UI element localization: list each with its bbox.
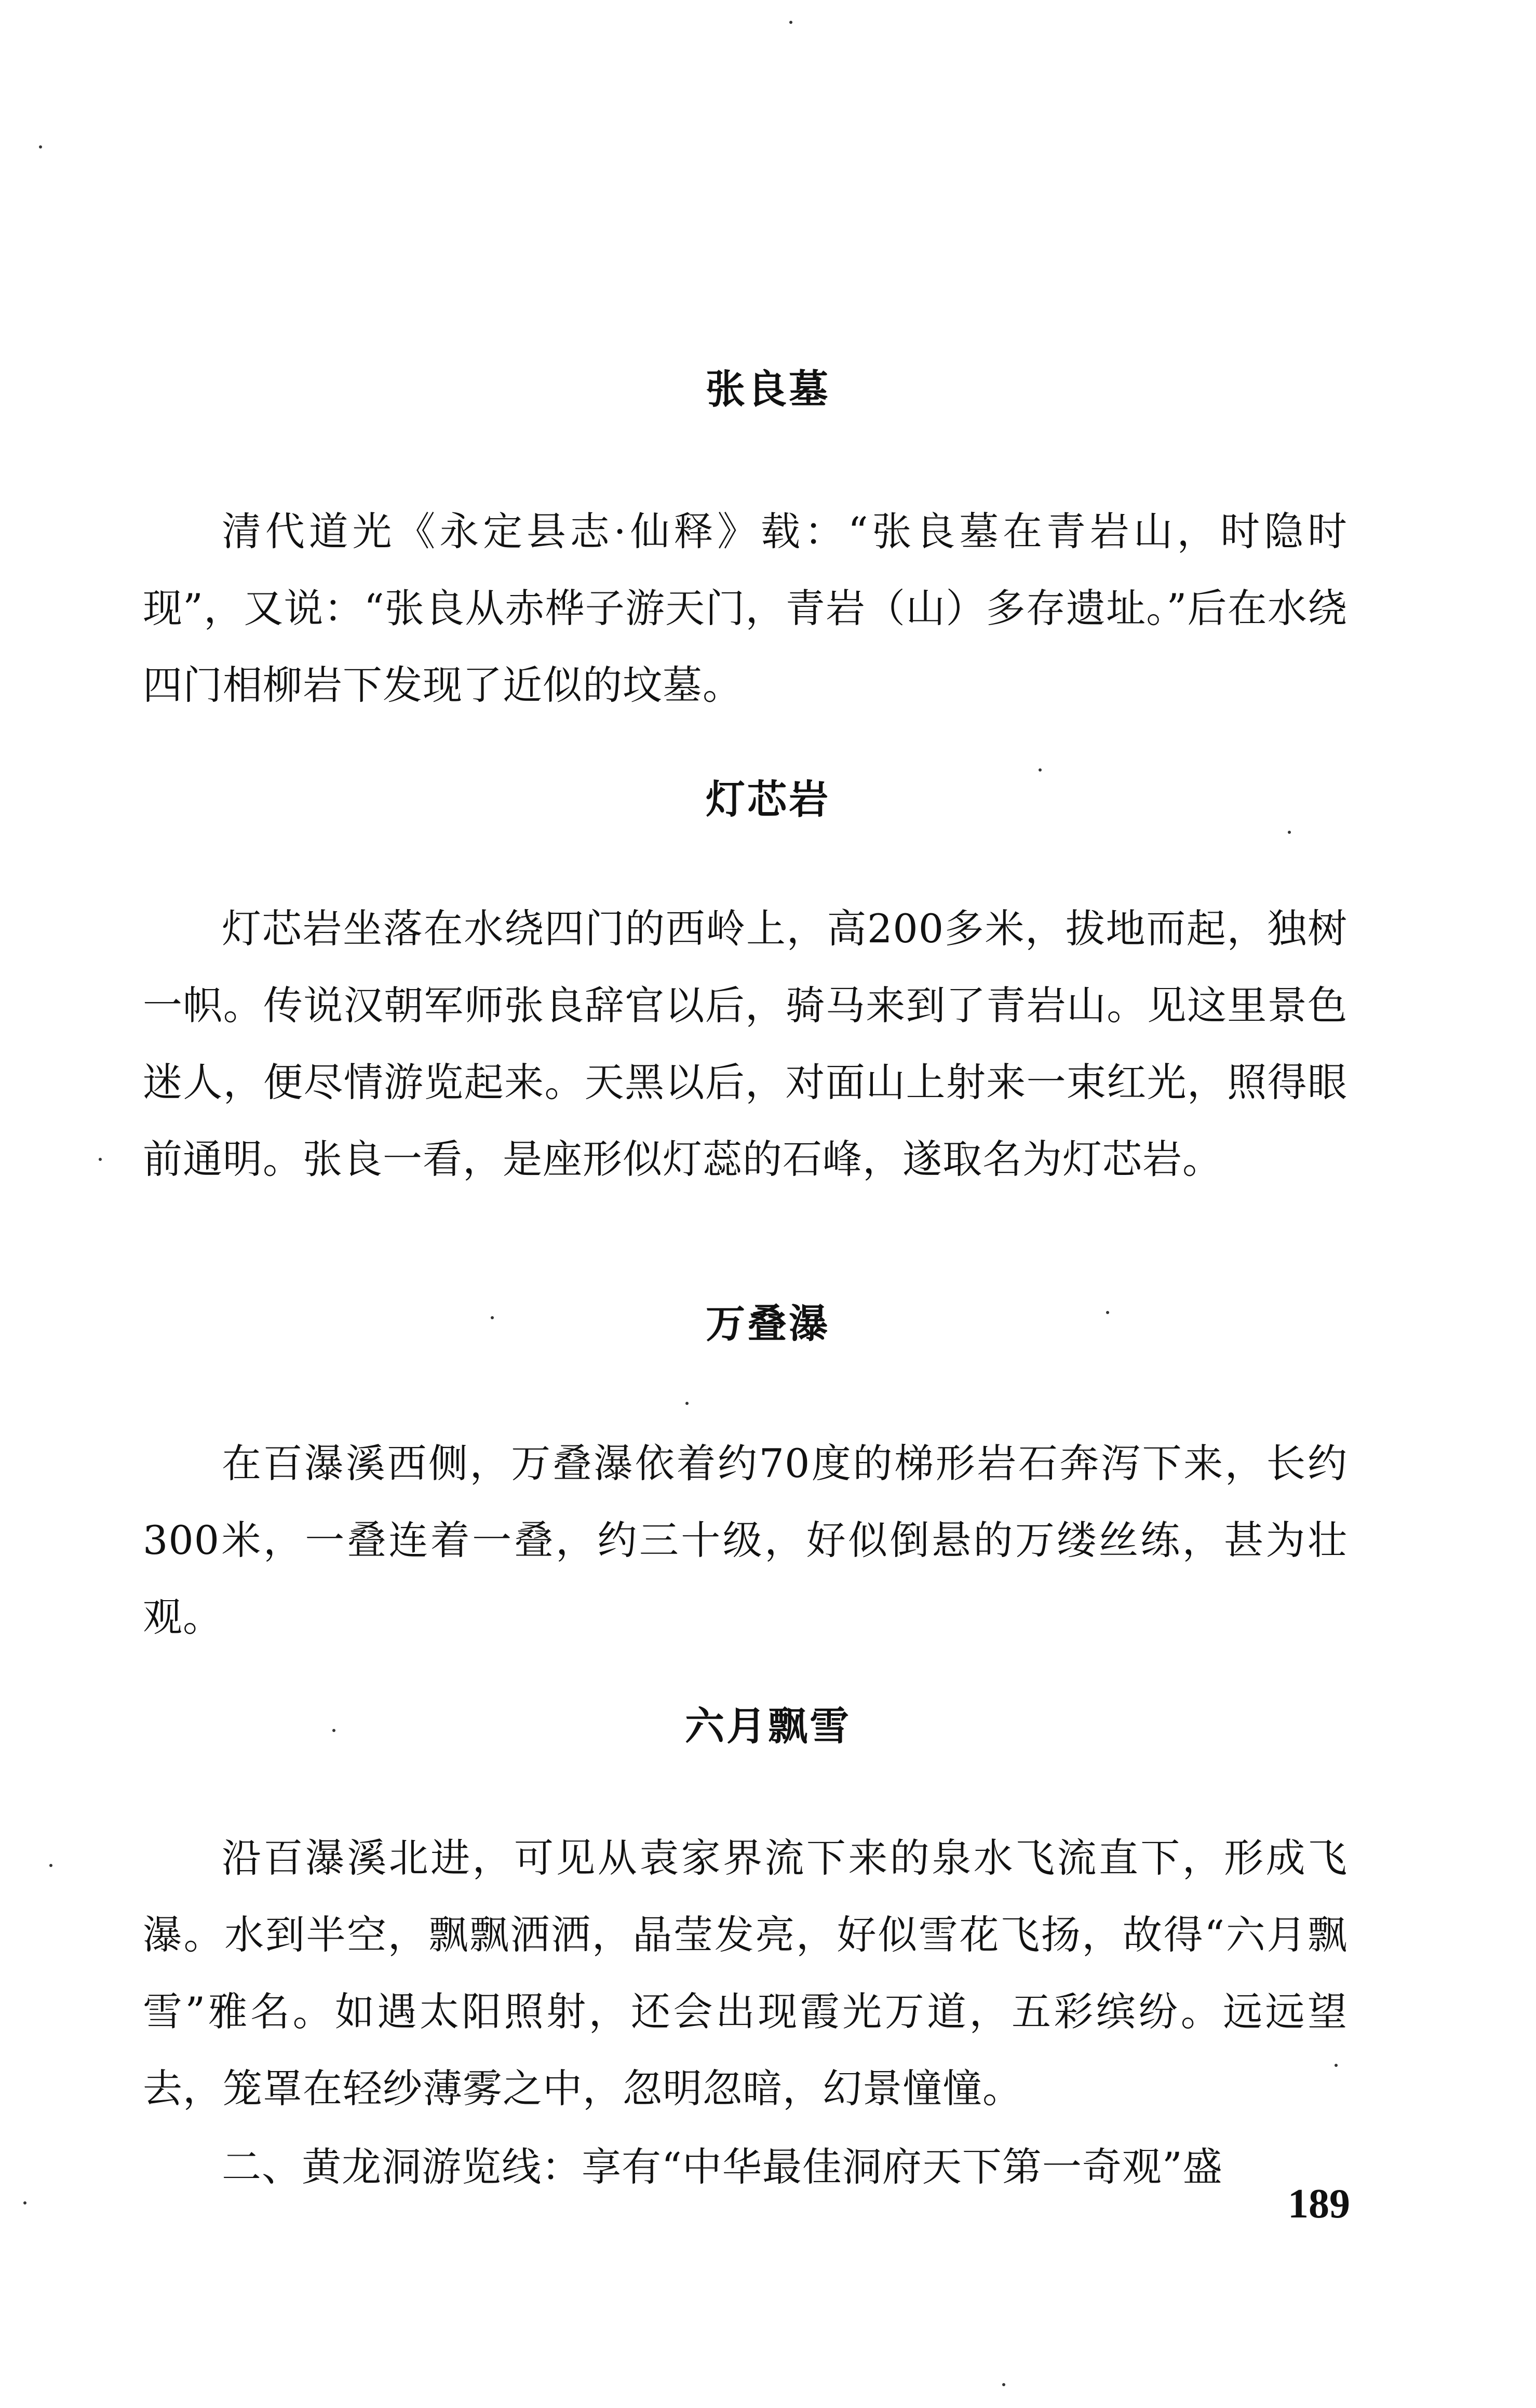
scan-speck bbox=[332, 1729, 335, 1732]
scan-speck bbox=[23, 2201, 26, 2204]
scan-speck bbox=[1335, 2064, 1338, 2067]
scan-speck bbox=[39, 145, 42, 148]
scan-speck bbox=[1002, 2383, 1005, 2386]
section-heading-wandie-waterfall: 万叠瀑 bbox=[706, 1301, 830, 1347]
scan-speck bbox=[789, 21, 792, 24]
paragraph-huanglong-cave-intro: 二、黄龙洞游览线：享有“中华最佳洞府天下第一奇观”盛 bbox=[222, 2144, 1223, 2190]
scan-speck bbox=[1106, 1311, 1109, 1314]
page-number: 189 bbox=[1288, 2181, 1350, 2227]
scan-speck bbox=[685, 1402, 689, 1405]
scan-speck bbox=[491, 1316, 494, 1319]
paragraph-dengxin-rock: 灯芯岩坐落在水绕四门的西岭上，高200多米，拔地而起，独树一帜。传说汉朝军师张良辞官以后，骑马来到了青岩山。见这里景色迷人，便尽情游览起来。天黑以后，对面山上射来一束红光，照得眼前通明。张良一看，是座形似灯蕊的石峰，遂取名为灯芯岩。 bbox=[143, 905, 1348, 1182]
scan-speck bbox=[99, 1158, 102, 1161]
section-heading-zhangliang-tomb: 张良墓 bbox=[706, 366, 830, 412]
section-heading-dengxin-rock: 灯芯岩 bbox=[706, 776, 830, 822]
paragraph-zhangliang-tomb: 清代道光《永定县志·仙释》载：“张良墓在青岩山，时隐时现”，又说：“张良从赤桦子游天门，青岩（山）多存遗址。”后在水绕四门相柳岩下发现了近似的坟墓。 bbox=[143, 508, 1348, 708]
section-heading-june-snow: 六月飘雪 bbox=[685, 1703, 851, 1749]
scan-speck bbox=[1039, 768, 1042, 772]
scan-speck bbox=[49, 1864, 52, 1867]
paragraph-june-snow: 沿百瀑溪北进，可见从袁家界流下来的泉水飞流直下，形成飞瀑。水到半空，飘飘洒洒，晶莹发亮，好似雪花飞扬，故得“六月飘雪”雅名。如遇太阳照射，还会出现霞光万道，五彩缤纷。远远望去，笼罩在轻纱薄雾之中，忽明忽暗，幻景憧憧。 bbox=[143, 1835, 1348, 2112]
paragraph-wandie-waterfall: 在百瀑溪西侧，万叠瀑依着约70度的梯形岩石奔泻下来，长约300米，一叠连着一叠，约三十级，好似倒悬的万缕丝练，甚为壮观。 bbox=[143, 1440, 1348, 1640]
scan-speck bbox=[1288, 831, 1291, 834]
